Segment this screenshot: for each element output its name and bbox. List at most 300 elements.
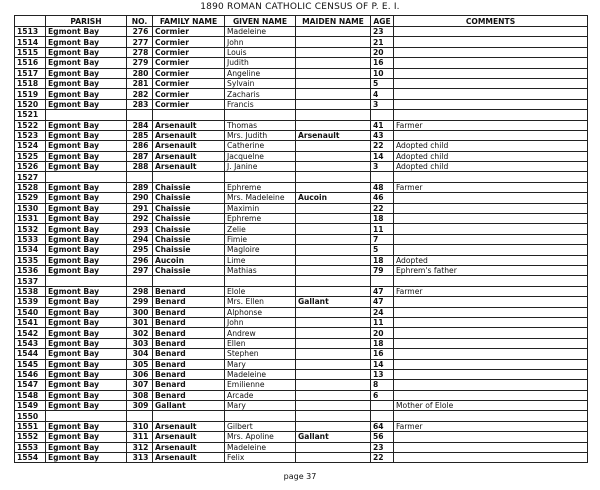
parish-cell: Egmont Bay: [46, 317, 127, 327]
row-number-cell: 1519: [15, 89, 46, 99]
maiden-name-cell: [296, 182, 371, 192]
family-name-cell: [153, 276, 225, 286]
family-name-cell: Chaissie: [153, 234, 225, 244]
row-number-cell: 1527: [15, 172, 46, 182]
given-name-cell: Mrs. Madeleine: [225, 193, 296, 203]
age-cell: 10: [371, 68, 394, 78]
comments-cell: [394, 234, 588, 244]
age-cell: 48: [371, 182, 394, 192]
maiden-name-cell: [296, 99, 371, 109]
age-cell: 7: [371, 234, 394, 244]
age-cell: [371, 401, 394, 411]
maiden-name-cell: [296, 359, 371, 369]
age-cell: 6: [371, 390, 394, 400]
row-number-cell: 1532: [15, 224, 46, 234]
table-row: [15, 68, 588, 78]
family-name-cell: [153, 172, 225, 182]
given-name-cell: Stephen: [225, 349, 296, 359]
comments-cell: [394, 338, 588, 348]
column-header-comments: COMMENTS: [394, 16, 588, 27]
family-name-cell: Arsenault: [153, 141, 225, 151]
age-cell: [371, 276, 394, 286]
record-no-cell: 304: [127, 349, 153, 359]
maiden-name-cell: [296, 141, 371, 151]
given-name-cell: Francis: [225, 99, 296, 109]
row-number-cell: 1515: [15, 47, 46, 57]
row-number-cell: 1535: [15, 255, 46, 265]
given-name-cell: Madeleine: [225, 27, 296, 37]
age-cell: 24: [371, 307, 394, 317]
parish-cell: Egmont Bay: [46, 58, 127, 68]
record-no-cell: 279: [127, 58, 153, 68]
row-number-cell: 1517: [15, 68, 46, 78]
given-name-cell: [225, 411, 296, 421]
comments-cell: [394, 89, 588, 99]
comments-cell: [394, 297, 588, 307]
maiden-name-cell: [296, 214, 371, 224]
age-cell: 22: [371, 453, 394, 463]
age-cell: 47: [371, 297, 394, 307]
table-row: [15, 162, 588, 172]
maiden-name-cell: [296, 328, 371, 338]
parish-cell: Egmont Bay: [46, 401, 127, 411]
given-name-cell: Alphonse: [225, 307, 296, 317]
given-name-cell: Sylvain: [225, 78, 296, 88]
row-number-cell: 1541: [15, 317, 46, 327]
family-name-cell: Arsenault: [153, 162, 225, 172]
age-cell: 22: [371, 203, 394, 213]
record-no-cell: 300: [127, 307, 153, 317]
comments-cell: [394, 307, 588, 317]
parish-cell: Egmont Bay: [46, 214, 127, 224]
age-cell: 18: [371, 255, 394, 265]
table-row: [15, 401, 588, 411]
table-row: [15, 338, 588, 348]
row-number-cell: 1545: [15, 359, 46, 369]
family-name-cell: Cormier: [153, 58, 225, 68]
comments-cell: Adopted child: [394, 151, 588, 161]
record-no-cell: 312: [127, 442, 153, 452]
comments-cell: [394, 110, 588, 120]
family-name-cell: Benard: [153, 317, 225, 327]
table-row: [15, 421, 588, 431]
family-name-cell: Benard: [153, 390, 225, 400]
record-no-cell: 295: [127, 245, 153, 255]
maiden-name-cell: [296, 151, 371, 161]
age-cell: 64: [371, 421, 394, 431]
record-no-cell: 290: [127, 193, 153, 203]
given-name-cell: Catherine: [225, 141, 296, 151]
age-cell: 20: [371, 328, 394, 338]
record-no-cell: [127, 276, 153, 286]
comments-cell: Adopted child: [394, 162, 588, 172]
parish-cell: [46, 276, 127, 286]
parish-cell: Egmont Bay: [46, 359, 127, 369]
age-cell: 11: [371, 317, 394, 327]
record-no-cell: 299: [127, 297, 153, 307]
age-cell: 18: [371, 214, 394, 224]
row-number-cell: 1549: [15, 401, 46, 411]
comments-cell: Farmer: [394, 182, 588, 192]
parish-cell: Egmont Bay: [46, 245, 127, 255]
column-header-parish: PARISH: [46, 16, 127, 27]
column-header-row-number: [15, 16, 46, 27]
record-no-cell: 296: [127, 255, 153, 265]
given-name-cell: Elole: [225, 286, 296, 296]
age-cell: 20: [371, 47, 394, 57]
row-number-cell: 1553: [15, 442, 46, 452]
family-name-cell: Arsenault: [153, 151, 225, 161]
census-table: [14, 15, 588, 463]
table-row: [15, 27, 588, 37]
comments-cell: [394, 224, 588, 234]
record-no-cell: 293: [127, 224, 153, 234]
record-no-cell: [127, 110, 153, 120]
family-name-cell: Cormier: [153, 68, 225, 78]
age-cell: 46: [371, 193, 394, 203]
given-name-cell: Andrew: [225, 328, 296, 338]
given-name-cell: J. Janine: [225, 162, 296, 172]
table-row: [15, 99, 588, 109]
column-header-given-name: GIVEN NAME: [225, 16, 296, 27]
given-name-cell: Ellen: [225, 338, 296, 348]
census-table-body: [15, 27, 588, 463]
comments-cell: [394, 78, 588, 88]
record-no-cell: 288: [127, 162, 153, 172]
parish-cell: [46, 411, 127, 421]
family-name-cell: Chaissie: [153, 265, 225, 275]
age-cell: 23: [371, 442, 394, 452]
maiden-name-cell: [296, 58, 371, 68]
row-number-cell: 1534: [15, 245, 46, 255]
table-row: [15, 411, 588, 421]
parish-cell: Egmont Bay: [46, 47, 127, 57]
given-name-cell: John: [225, 37, 296, 47]
maiden-name-cell: [296, 203, 371, 213]
family-name-cell: Chaissie: [153, 203, 225, 213]
table-row: [15, 151, 588, 161]
family-name-cell: Benard: [153, 380, 225, 390]
record-no-cell: [127, 411, 153, 421]
maiden-name-cell: [296, 307, 371, 317]
row-number-cell: 1518: [15, 78, 46, 88]
parish-cell: Egmont Bay: [46, 234, 127, 244]
comments-cell: Farmer: [394, 421, 588, 431]
given-name-cell: Mary: [225, 401, 296, 411]
row-number-cell: 1533: [15, 234, 46, 244]
record-no-cell: 310: [127, 421, 153, 431]
maiden-name-cell: [296, 162, 371, 172]
table-row: [15, 234, 588, 244]
maiden-name-cell: [296, 47, 371, 57]
comments-cell: [394, 369, 588, 379]
page-number: page 37: [283, 472, 317, 481]
table-row: [15, 58, 588, 68]
table-row: [15, 203, 588, 213]
family-name-cell: Arsenault: [153, 453, 225, 463]
record-no-cell: 308: [127, 390, 153, 400]
comments-cell: [394, 245, 588, 255]
record-no-cell: 306: [127, 369, 153, 379]
row-number-cell: 1537: [15, 276, 46, 286]
row-number-cell: 1544: [15, 349, 46, 359]
parish-cell: Egmont Bay: [46, 338, 127, 348]
given-name-cell: Ephreme: [225, 182, 296, 192]
family-name-cell: Benard: [153, 297, 225, 307]
record-no-cell: 283: [127, 99, 153, 109]
family-name-cell: [153, 411, 225, 421]
comments-cell: Ephrem's father: [394, 265, 588, 275]
row-number-cell: 1529: [15, 193, 46, 203]
given-name-cell: Mrs. Apoline: [225, 432, 296, 442]
family-name-cell: Chaissie: [153, 224, 225, 234]
maiden-name-cell: [296, 110, 371, 120]
table-row: [15, 255, 588, 265]
comments-cell: [394, 276, 588, 286]
table-row: [15, 120, 588, 130]
table-row: [15, 276, 588, 286]
table-row: [15, 224, 588, 234]
family-name-cell: Cormier: [153, 47, 225, 57]
row-number-cell: 1550: [15, 411, 46, 421]
age-cell: 23: [371, 27, 394, 37]
maiden-name-cell: [296, 37, 371, 47]
row-number-cell: 1547: [15, 380, 46, 390]
row-number-cell: 1536: [15, 265, 46, 275]
comments-cell: [394, 359, 588, 369]
row-number-cell: 1528: [15, 182, 46, 192]
maiden-name-cell: [296, 172, 371, 182]
maiden-name-cell: Arsenault: [296, 130, 371, 140]
table-row: [15, 141, 588, 151]
family-name-cell: Cormier: [153, 89, 225, 99]
maiden-name-cell: [296, 120, 371, 130]
parish-cell: [46, 172, 127, 182]
comments-cell: [394, 432, 588, 442]
record-no-cell: 303: [127, 338, 153, 348]
parish-cell: Egmont Bay: [46, 328, 127, 338]
age-cell: 4: [371, 89, 394, 99]
parish-cell: Egmont Bay: [46, 265, 127, 275]
maiden-name-cell: [296, 349, 371, 359]
comments-cell: [394, 130, 588, 140]
family-name-cell: Aucoin: [153, 255, 225, 265]
table-row: [15, 390, 588, 400]
comments-cell: [394, 442, 588, 452]
given-name-cell: Felix: [225, 453, 296, 463]
age-cell: 5: [371, 78, 394, 88]
record-no-cell: [127, 172, 153, 182]
parish-cell: Egmont Bay: [46, 99, 127, 109]
row-number-cell: 1551: [15, 421, 46, 431]
age-cell: 8: [371, 380, 394, 390]
table-row: [15, 130, 588, 140]
family-name-cell: Chaissie: [153, 193, 225, 203]
table-row: [15, 47, 588, 57]
family-name-cell: Arsenault: [153, 130, 225, 140]
comments-cell: Adopted child: [394, 141, 588, 151]
parish-cell: Egmont Bay: [46, 442, 127, 452]
table-row: [15, 37, 588, 47]
given-name-cell: John: [225, 317, 296, 327]
row-number-cell: 1523: [15, 130, 46, 140]
family-name-cell: Benard: [153, 349, 225, 359]
parish-cell: Egmont Bay: [46, 224, 127, 234]
parish-cell: Egmont Bay: [46, 432, 127, 442]
age-cell: [371, 172, 394, 182]
record-no-cell: 282: [127, 89, 153, 99]
family-name-cell: Benard: [153, 338, 225, 348]
given-name-cell: Jacquelne: [225, 151, 296, 161]
table-row: [15, 349, 588, 359]
age-cell: 11: [371, 224, 394, 234]
comments-cell: [394, 317, 588, 327]
given-name-cell: Mathias: [225, 265, 296, 275]
table-header-row: [15, 16, 588, 27]
parish-cell: Egmont Bay: [46, 297, 127, 307]
given-name-cell: Mrs. Judith: [225, 130, 296, 140]
column-header-age: AGE: [371, 16, 394, 27]
row-number-cell: 1540: [15, 307, 46, 317]
given-name-cell: Louis: [225, 47, 296, 57]
maiden-name-cell: [296, 89, 371, 99]
column-header-maiden-name: MAIDEN NAME: [296, 16, 371, 27]
table-row: [15, 369, 588, 379]
given-name-cell: Magloire: [225, 245, 296, 255]
maiden-name-cell: [296, 453, 371, 463]
maiden-name-cell: Gallant: [296, 297, 371, 307]
family-name-cell: [153, 110, 225, 120]
parish-cell: Egmont Bay: [46, 255, 127, 265]
parish-cell: Egmont Bay: [46, 369, 127, 379]
parish-cell: Egmont Bay: [46, 203, 127, 213]
family-name-cell: Chaissie: [153, 214, 225, 224]
comments-cell: [394, 203, 588, 213]
maiden-name-cell: [296, 265, 371, 275]
parish-cell: Egmont Bay: [46, 141, 127, 151]
table-row: [15, 453, 588, 463]
record-no-cell: 276: [127, 27, 153, 37]
record-no-cell: 278: [127, 47, 153, 57]
given-name-cell: Angeline: [225, 68, 296, 78]
parish-cell: Egmont Bay: [46, 37, 127, 47]
parish-cell: Egmont Bay: [46, 151, 127, 161]
given-name-cell: [225, 110, 296, 120]
parish-cell: Egmont Bay: [46, 193, 127, 203]
age-cell: 3: [371, 162, 394, 172]
given-name-cell: Maximin: [225, 203, 296, 213]
given-name-cell: Zelie: [225, 224, 296, 234]
row-number-cell: 1538: [15, 286, 46, 296]
age-cell: 79: [371, 265, 394, 275]
table-row: [15, 359, 588, 369]
maiden-name-cell: [296, 421, 371, 431]
record-no-cell: 287: [127, 151, 153, 161]
record-no-cell: 301: [127, 317, 153, 327]
record-no-cell: 292: [127, 214, 153, 224]
record-no-cell: 302: [127, 328, 153, 338]
row-number-cell: 1522: [15, 120, 46, 130]
maiden-name-cell: [296, 245, 371, 255]
row-number-cell: 1531: [15, 214, 46, 224]
record-no-cell: 294: [127, 234, 153, 244]
maiden-name-cell: [296, 442, 371, 452]
age-cell: 43: [371, 130, 394, 140]
row-number-cell: 1530: [15, 203, 46, 213]
record-no-cell: 313: [127, 453, 153, 463]
table-row: [15, 172, 588, 182]
parish-cell: Egmont Bay: [46, 68, 127, 78]
table-row: [15, 110, 588, 120]
table-row: [15, 89, 588, 99]
maiden-name-cell: Aucoin: [296, 193, 371, 203]
family-name-cell: Chaissie: [153, 182, 225, 192]
row-number-cell: 1552: [15, 432, 46, 442]
row-number-cell: 1554: [15, 453, 46, 463]
maiden-name-cell: [296, 234, 371, 244]
family-name-cell: Arsenault: [153, 432, 225, 442]
comments-cell: [394, 328, 588, 338]
table-row: [15, 328, 588, 338]
family-name-cell: Cormier: [153, 78, 225, 88]
parish-cell: Egmont Bay: [46, 307, 127, 317]
row-number-cell: 1521: [15, 110, 46, 120]
parish-cell: Egmont Bay: [46, 130, 127, 140]
given-name-cell: Fimie: [225, 234, 296, 244]
comments-cell: [394, 27, 588, 37]
document-title: 1890 ROMAN CATHOLIC CENSUS OF P. E. I.: [200, 2, 400, 12]
age-cell: 14: [371, 151, 394, 161]
maiden-name-cell: [296, 401, 371, 411]
row-number-cell: 1520: [15, 99, 46, 109]
comments-cell: Adopted: [394, 255, 588, 265]
given-name-cell: Arcade: [225, 390, 296, 400]
comments-cell: [394, 390, 588, 400]
comments-cell: [394, 172, 588, 182]
family-name-cell: Benard: [153, 328, 225, 338]
comments-cell: [394, 58, 588, 68]
parish-cell: Egmont Bay: [46, 162, 127, 172]
comments-cell: [394, 47, 588, 57]
table-row: [15, 442, 588, 452]
age-cell: 16: [371, 58, 394, 68]
maiden-name-cell: [296, 390, 371, 400]
comments-cell: Farmer: [394, 286, 588, 296]
comments-cell: [394, 411, 588, 421]
age-cell: [371, 411, 394, 421]
maiden-name-cell: [296, 68, 371, 78]
row-number-cell: 1543: [15, 338, 46, 348]
given-name-cell: Gilbert: [225, 421, 296, 431]
parish-cell: Egmont Bay: [46, 78, 127, 88]
record-no-cell: 280: [127, 68, 153, 78]
given-name-cell: Emilienne: [225, 380, 296, 390]
family-name-cell: Chaissie: [153, 245, 225, 255]
given-name-cell: Zacharis: [225, 89, 296, 99]
age-cell: 14: [371, 359, 394, 369]
parish-cell: Egmont Bay: [46, 390, 127, 400]
table-row: [15, 214, 588, 224]
parish-cell: Egmont Bay: [46, 182, 127, 192]
comments-cell: Farmer: [394, 120, 588, 130]
family-name-cell: Arsenault: [153, 120, 225, 130]
comments-cell: [394, 37, 588, 47]
family-name-cell: Benard: [153, 286, 225, 296]
row-number-cell: 1525: [15, 151, 46, 161]
parish-cell: Egmont Bay: [46, 120, 127, 130]
record-no-cell: 305: [127, 359, 153, 369]
column-header-no: NO.: [127, 16, 153, 27]
